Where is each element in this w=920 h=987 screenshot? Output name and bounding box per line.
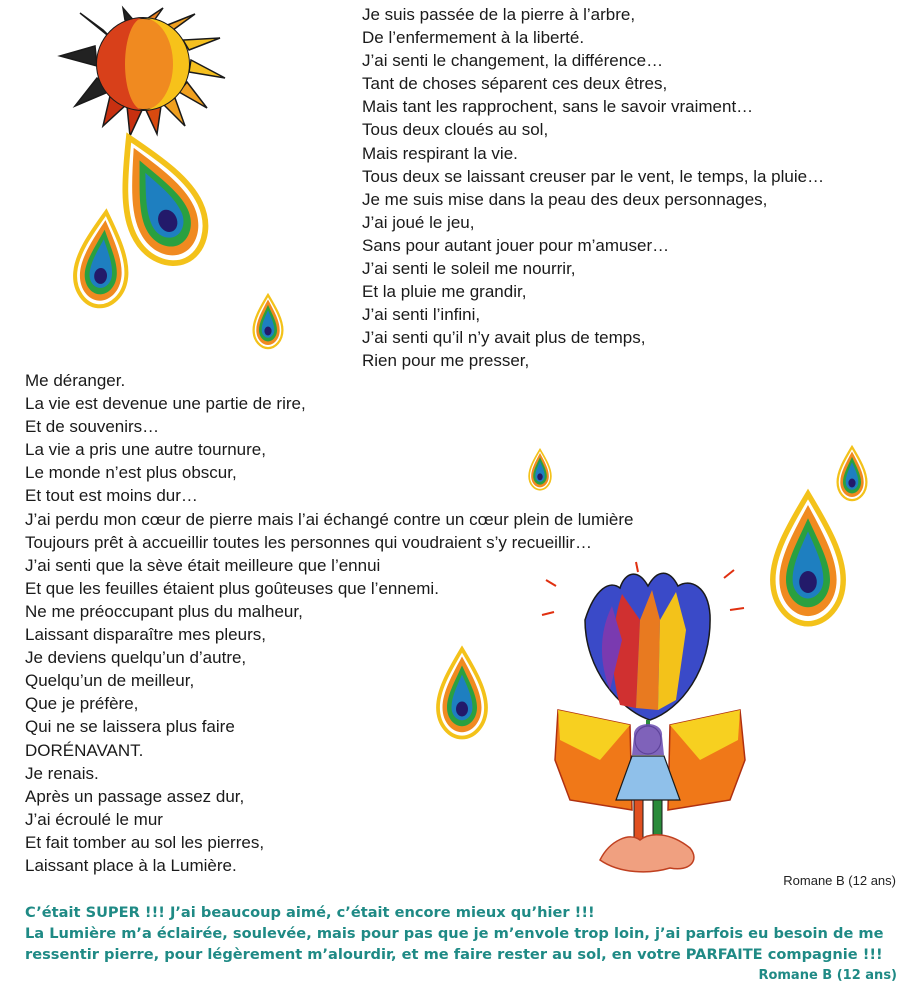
poem-line: Je suis passée de la pierre à l’arbre, bbox=[362, 5, 636, 24]
poem-line: Et fait tomber au sol les pierres, bbox=[25, 832, 265, 852]
poem-line: La vie a pris une autre tournure, bbox=[25, 440, 266, 460]
poem-line: Tant de choses séparent ces deux êtres, bbox=[362, 74, 668, 94]
poem-line: Quelqu’un de meilleur, bbox=[25, 671, 195, 691]
poem-line: Après un passage assez dur, bbox=[25, 786, 245, 806]
comment-signature: Romane B (12 ans) bbox=[758, 968, 897, 983]
poem-line: La vie est devenue une partie de rire, bbox=[25, 394, 306, 414]
poem-line: J’ai senti qu’il n’y avait plus de temps, bbox=[362, 328, 646, 348]
comment-line: ressentir pierre, pour légèrement m’alourdir, et me faire rester au sol, en votre PARFAITE compagnie !!! bbox=[25, 946, 883, 963]
comment-block bbox=[25, 902, 897, 986]
poem-credit: Romane B (12 ans) bbox=[783, 873, 896, 888]
poem-line: Et que les feuilles étaient plus goûteuses que l’ennemi. bbox=[25, 578, 439, 598]
poem-line: Mais respirant la vie. bbox=[362, 143, 518, 163]
poem-line: Rien pour me presser, bbox=[362, 351, 530, 371]
poem-line: Je deviens quelqu’un d’autre, bbox=[25, 648, 247, 668]
poem-line: Mais tant les rapprochent, sans le savoir vraiment… bbox=[362, 97, 754, 117]
poem-line: J’ai senti que la sève était meilleure que l’ennui bbox=[25, 555, 381, 575]
poem-line: Je renais. bbox=[25, 763, 99, 783]
poem-line: Sans pour autant jouer pour m’amuser… bbox=[362, 235, 670, 255]
poem-line: Laissant disparaître mes pleurs, bbox=[25, 625, 266, 645]
poem-line: Et de souvenirs… bbox=[25, 417, 160, 437]
poem-line: J’ai perdu mon cœur de pierre mais l’ai échangé contre un cœur plein de lumière bbox=[25, 509, 634, 529]
poem-line: Toujours prêt à accueillir toutes les personnes qui voudraient s’y recueillir… bbox=[25, 532, 592, 552]
poem-line: Je me suis mise dans la peau des deux personnages, bbox=[362, 189, 768, 209]
poem-line: J’ai senti le soleil me nourrir, bbox=[362, 259, 576, 279]
poem-line: DORÉNAVANT. bbox=[25, 740, 144, 760]
poem-line: Tous deux se laissant creuser par le vent, le temps, la pluie… bbox=[362, 166, 825, 186]
poem-bottom bbox=[25, 369, 634, 877]
poem-line: J’ai senti l’infini, bbox=[362, 305, 481, 325]
comment-line: La Lumière m’a éclairée, soulevée, mais pour pas que je m’envole trop loin, j’ai parfois eu besoin de me bbox=[25, 925, 884, 942]
poem-line: Laissant place à la Lumière. bbox=[25, 855, 237, 875]
poem-line: Tous deux cloués au sol, bbox=[362, 120, 549, 140]
poem-line: Ne me préoccupant plus du malheur, bbox=[25, 601, 303, 621]
comment-line: C’était SUPER !!! J’ai beaucoup aimé, c’était encore mieux qu’hier !!! bbox=[25, 904, 595, 921]
poem-line: Me déranger. bbox=[25, 371, 126, 390]
poem-line: J’ai écroulé le mur bbox=[25, 809, 163, 829]
poem-line: Et la pluie me grandir, bbox=[362, 282, 527, 302]
poem-line: De l’enfermement à la liberté. bbox=[362, 28, 585, 48]
poem-line: Le monde n’est plus obscur, bbox=[25, 463, 237, 483]
poem-line: J’ai senti le changement, la différence… bbox=[362, 51, 664, 71]
poem-line: Que je préfère, bbox=[25, 694, 139, 714]
poem-line: Et tout est moins dur… bbox=[25, 486, 198, 506]
poem-line: J’ai joué le jeu, bbox=[362, 212, 475, 232]
poem-top bbox=[362, 3, 824, 373]
poem-line: Qui ne se laissera plus faire bbox=[25, 717, 235, 737]
